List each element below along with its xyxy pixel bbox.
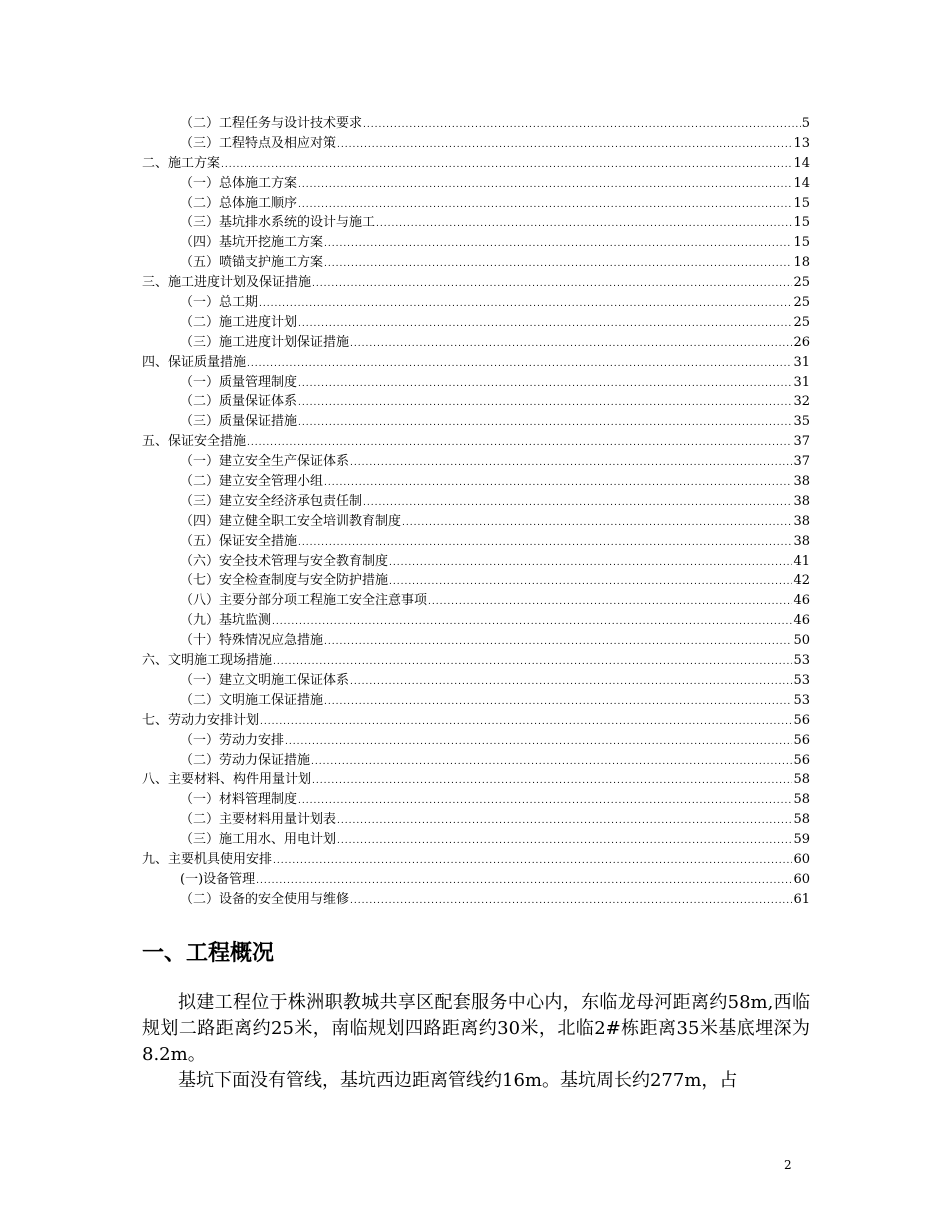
toc-page-number: 59: [793, 832, 810, 848]
toc-dot-leader: [298, 394, 792, 414]
toc-page-number: 15: [793, 215, 810, 231]
toc-dot-leader: [273, 653, 792, 673]
toc-entry[interactable]: [142, 273, 810, 293]
toc-dot-leader: [428, 593, 792, 613]
toc-dot-leader: [298, 792, 792, 812]
toc-page-number: 53: [793, 653, 810, 669]
toc-dot-leader: [273, 852, 792, 872]
toc-entry[interactable]: [142, 591, 810, 611]
toc-dot-leader: [350, 335, 792, 355]
toc-page-number: 38: [793, 513, 810, 529]
toc-entry[interactable]: [142, 373, 810, 393]
toc-entry-title: （九）基坑监测: [180, 613, 272, 629]
toc-entry-title: （二）劳动力保证措施: [180, 752, 311, 768]
toc-page-number: 56: [793, 732, 810, 748]
toc-entry-title: 七、劳动力安排计划: [142, 712, 260, 728]
toc-entry[interactable]: [142, 731, 810, 751]
toc-dot-leader: [389, 573, 792, 593]
toc-entry[interactable]: [142, 472, 810, 492]
toc-dot-leader: [363, 494, 792, 514]
toc-dot-leader: [324, 474, 792, 494]
toc-page-number: 31: [793, 354, 810, 370]
toc-entry-title: （四）基坑开挖施工方案: [180, 235, 324, 251]
toc-entry[interactable]: [142, 233, 810, 253]
toc-entry-title: （三）工程特点及相应对策: [180, 135, 337, 151]
toc-page-number: 15: [793, 195, 810, 211]
body-paragraph: 基坑下面没有管线，基坑西边距离管线约16m。基坑周长约277m，占: [178, 1070, 738, 1091]
toc-entry-title: （七）安全检查制度与安全防护措施: [180, 573, 389, 589]
toc-dot-leader: [298, 375, 792, 395]
toc-entry[interactable]: [142, 313, 810, 333]
toc-page-number: 46: [793, 613, 810, 629]
toc-dot-leader: [337, 136, 792, 156]
toc-entry[interactable]: [142, 432, 810, 452]
toc-entry-title: （一）建立安全生产保证体系: [180, 454, 350, 470]
toc-page-number: 58: [793, 792, 810, 808]
toc-page-number: 58: [793, 772, 810, 788]
toc-page-number: 53: [793, 692, 810, 708]
toc-dot-leader: [324, 235, 792, 255]
section-heading: 一、工程概况: [142, 941, 275, 966]
toc-entry-title: （五）喷锚支护施工方案: [180, 255, 324, 271]
toc-entry-title: （三）基坑排水系统的设计与施工: [180, 215, 376, 231]
toc-page-number: 15: [793, 235, 810, 251]
toc-entry-title: （二）主要材料用量计划表: [180, 812, 337, 828]
toc-dot-leader: [298, 176, 792, 196]
toc-dot-leader: [389, 554, 792, 574]
toc-page-number: 37: [793, 454, 810, 470]
toc-page-number: 60: [793, 851, 810, 867]
toc-dot-leader: [311, 753, 792, 773]
body-text: [142, 990, 810, 1094]
toc-dot-leader: [350, 892, 792, 912]
toc-entry-title: (一)设备管理: [180, 871, 256, 887]
toc-entry[interactable]: [142, 174, 810, 194]
toc-entry[interactable]: [142, 790, 810, 810]
toc-entry-title: 九、主要机具使用安排: [142, 851, 273, 867]
toc-page-number: 26: [793, 334, 810, 350]
toc-dot-leader: [324, 255, 792, 275]
toc-page-number: 14: [793, 175, 810, 191]
toc-entry[interactable]: [142, 353, 810, 373]
toc-entry-title: （二）设备的安全使用与维修: [180, 891, 350, 907]
toc-page-number: 61: [793, 891, 810, 907]
toc-entry[interactable]: [142, 631, 810, 651]
toc-entry[interactable]: [142, 134, 810, 154]
toc-entry[interactable]: [142, 671, 810, 691]
toc-entry[interactable]: [142, 492, 810, 512]
toc-entry-title: （十）特殊情况应急措施: [180, 633, 324, 649]
toc-entry-title: （一）建立文明施工保证体系: [180, 672, 350, 688]
toc-page-number: 42: [793, 573, 810, 589]
toc-entry[interactable]: [142, 552, 810, 572]
toc-entry-title: 四、保证质量措施: [142, 354, 247, 370]
page-number: 2: [784, 1158, 792, 1172]
toc-entry-title: （二）建立安全管理小组: [180, 474, 324, 490]
toc-entry[interactable]: [142, 154, 810, 174]
toc-entry[interactable]: [142, 850, 810, 870]
toc-entry[interactable]: [142, 830, 810, 850]
body-paragraph: 拟建工程位于株洲职教城共享区配套服务中心内，东临龙母河距离约58m,西临规划二路距离约25米，南临规划四路距离约30米，北临2#栋距离35米基底埋深为8.2m。: [142, 992, 810, 1065]
toc-dot-leader: [221, 156, 792, 176]
toc-entry-title: （三）施工用水、用电计划: [180, 832, 337, 848]
table-of-contents: [142, 114, 810, 910]
toc-dot-leader: [312, 772, 792, 792]
toc-dot-leader: [324, 633, 792, 653]
toc-dot-leader: [285, 733, 792, 753]
toc-page-number: 56: [793, 752, 810, 768]
toc-entry-title: 五、保证安全措施: [142, 434, 247, 450]
toc-entry-title: 八、主要材料、构件用量计划: [142, 772, 312, 788]
toc-entry-title: （三）施工进度计划保证措施: [180, 334, 350, 350]
toc-page-number: 25: [793, 275, 810, 291]
toc-entry[interactable]: [142, 512, 810, 532]
toc-dot-leader: [259, 295, 792, 315]
toc-entry-title: （六）安全技术管理与安全教育制度: [180, 553, 389, 569]
toc-entry[interactable]: [142, 770, 810, 790]
toc-page-number: 41: [793, 553, 810, 569]
toc-entry[interactable]: [142, 890, 810, 910]
toc-entry-title: （二）总体施工顺序: [180, 195, 298, 211]
toc-page-number: 31: [793, 374, 810, 390]
toc-entry[interactable]: [142, 333, 810, 353]
toc-dot-leader: [350, 454, 792, 474]
toc-page-number: 14: [793, 155, 810, 171]
toc-entry[interactable]: [142, 651, 810, 671]
toc-page-number: 60: [793, 871, 810, 887]
toc-entry-title: （一）总工期: [180, 295, 259, 311]
toc-page-number: 50: [793, 633, 810, 649]
toc-entry[interactable]: [142, 194, 810, 214]
toc-dot-leader: [402, 514, 792, 534]
toc-page-number: 38: [793, 533, 810, 549]
toc-entry-title: （八）主要分部分项工程施工安全注意事项: [180, 593, 428, 609]
toc-entry-title: （三）建立安全经济承包责任制: [180, 493, 363, 509]
toc-entry[interactable]: [142, 870, 810, 890]
toc-entry-title: （二）文明施工保证措施: [180, 692, 324, 708]
toc-entry-title: （五）保证安全措施: [180, 533, 298, 549]
toc-entry[interactable]: [142, 711, 810, 731]
toc-page-number: 58: [793, 812, 810, 828]
toc-entry[interactable]: [142, 611, 810, 631]
toc-entry-title: （一）质量管理制度: [180, 374, 298, 390]
toc-page-number: 46: [793, 593, 810, 609]
toc-entry[interactable]: [142, 452, 810, 472]
toc-entry[interactable]: [142, 810, 810, 830]
toc-page-number: 25: [793, 295, 810, 311]
toc-dot-leader: [363, 116, 801, 136]
toc-dot-leader: [312, 275, 792, 295]
toc-dot-leader: [350, 673, 792, 693]
toc-entry[interactable]: [142, 412, 810, 432]
toc-dot-leader: [272, 613, 792, 633]
toc-dot-leader: [324, 693, 792, 713]
toc-entry-title: （一）总体施工方案: [180, 175, 298, 191]
toc-entry-title: （四）建立健全职工安全培训教育制度: [180, 513, 402, 529]
toc-entry-title: （二）质量保证体系: [180, 394, 298, 410]
toc-entry-title: （二）工程任务与设计技术要求: [180, 116, 363, 131]
toc-entry[interactable]: [142, 253, 810, 273]
toc-page-number: 25: [793, 314, 810, 330]
toc-dot-leader: [376, 215, 792, 235]
toc-entry-title: 六、文明施工现场措施: [142, 653, 273, 669]
toc-entry-title: （二）施工进度计划: [180, 314, 298, 330]
toc-dot-leader: [260, 713, 792, 733]
toc-dot-leader: [298, 414, 792, 434]
toc-page-number: 13: [793, 135, 810, 151]
toc-page-number: 56: [793, 712, 810, 728]
toc-entry[interactable]: [142, 532, 810, 552]
toc-entry[interactable]: [142, 114, 810, 134]
toc-page-number: 53: [793, 672, 810, 688]
toc-dot-leader: [337, 812, 792, 832]
toc-dot-leader: [337, 832, 792, 852]
toc-page-number: 38: [793, 493, 810, 509]
toc-dot-leader: [247, 355, 792, 375]
toc-entry-title: （一）材料管理制度: [180, 792, 298, 808]
toc-entry[interactable]: [142, 213, 810, 233]
toc-entry[interactable]: [142, 293, 810, 313]
toc-page-number: 5: [801, 116, 810, 131]
toc-page-number: 37: [793, 434, 810, 450]
toc-page-number: 32: [793, 394, 810, 410]
toc-entry-title: （三）质量保证措施: [180, 414, 298, 430]
toc-page-number: 38: [793, 474, 810, 490]
toc-dot-leader: [298, 315, 792, 335]
toc-entry[interactable]: [142, 751, 810, 771]
toc-page-number: 18: [793, 255, 810, 271]
toc-entry-title: （一）劳动力安排: [180, 732, 285, 748]
toc-entry[interactable]: [142, 571, 810, 591]
toc-entry[interactable]: [142, 691, 810, 711]
toc-page-number: 35: [793, 414, 810, 430]
toc-entry-title: 三、施工进度计划及保证措施: [142, 275, 312, 291]
toc-entry-title: 二、施工方案: [142, 155, 221, 171]
toc-entry[interactable]: [142, 392, 810, 412]
